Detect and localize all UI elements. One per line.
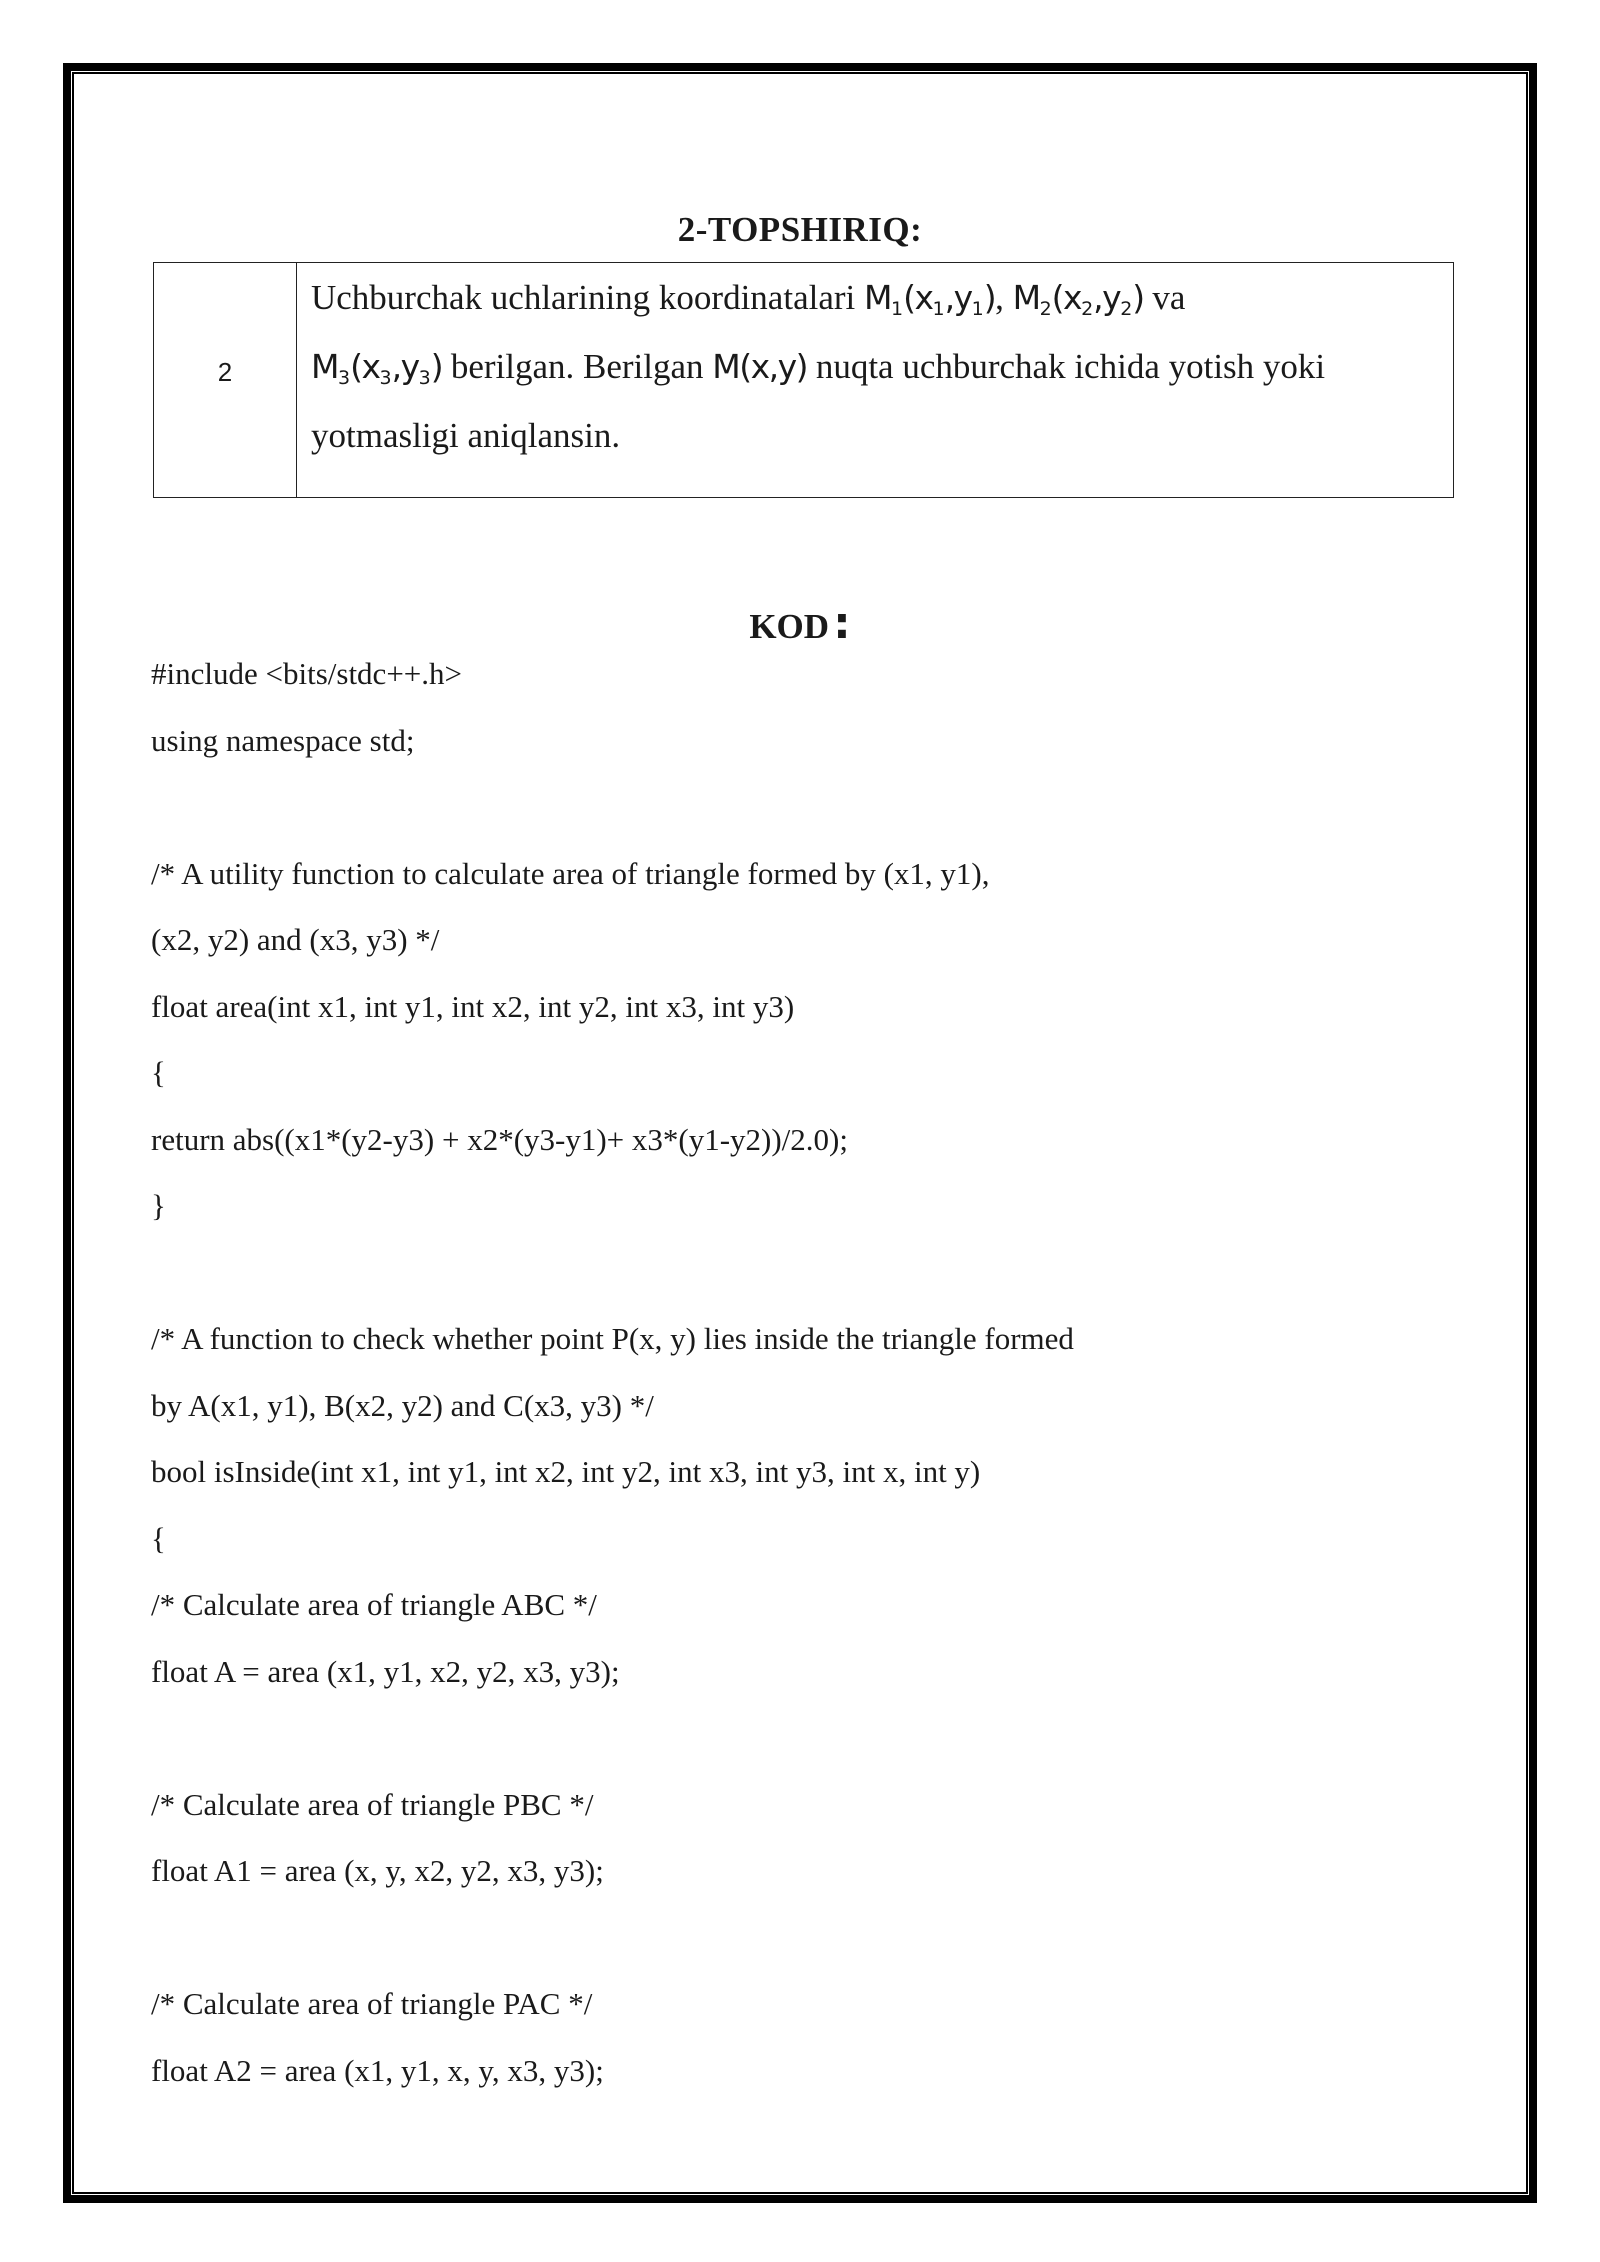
code-line <box>151 779 1451 846</box>
task-text-part-2: berilgan. Berilgan <box>450 347 704 386</box>
code-line: } <box>151 1188 166 1223</box>
code-line: float area(int x1, int y1, int x2, int y2, int x3, int y3) <box>151 988 795 1024</box>
code-line: bool isInside(int x1, int y1, int x2, int y2, int x3, int y3, int x, int y) <box>151 1454 981 1489</box>
task-text-va: va <box>1152 278 1186 317</box>
code-line <box>151 1910 1451 1977</box>
code-line: { <box>151 1055 166 1090</box>
point-m3: $M_3(x_3,y_3)$ <box>311 347 443 389</box>
code-heading-label: KOD <box>749 607 830 646</box>
code-line: /* A utility function to calculate area of triangle formed by (x1, y1), <box>151 855 990 891</box>
code-line: /* A function to check whether point P(x, y) lies inside the triangle formed <box>151 1321 1074 1356</box>
code-block <box>151 646 1451 2109</box>
code-line: by A(x1, y1), B(x2, y2) and C(x3, y3) */ <box>151 1387 654 1423</box>
point-m: M(x,y) <box>712 347 808 386</box>
point-m1: $M_1(x_1,y_1)$ <box>864 278 996 320</box>
code-heading-colon: : <box>833 598 851 649</box>
point-m2: $M_2(x_2,y_2)$ <box>1012 278 1144 320</box>
code-line: #include <bits/stdc++.h> <box>151 656 463 691</box>
code-line <box>151 1245 1451 1312</box>
code-line: /* Calculate area of triangle ABC */ <box>151 1587 597 1622</box>
code-line: using namespace std; <box>151 722 415 758</box>
code-line: return abs((x1*(y2-y3) + x2*(y3-y1)+ x3*(y1-y2))/2.0); <box>151 1121 848 1157</box>
task-number: 2 <box>154 263 297 497</box>
code-line: (x2, y2) and (x3, y3) */ <box>151 922 440 957</box>
task-description: Uchburchak uchlarining koordinatalari $M_1(x_1,y_1)$, $M_2(x_2,y_2)$ va $M_3(x_3,y_3)$ berilgan. Berilgan M(x,y) nuqta uchburchak ichida yotish yoki yotmasligi aniqlansin. <box>311 278 1326 455</box>
code-line: /* Calculate area of triangle PBC */ <box>151 1786 594 1822</box>
task-text-part-1: Uchburchak uchlarining koordinatalari <box>311 278 856 317</box>
code-heading <box>0 598 1600 649</box>
task-table <box>153 262 1454 498</box>
page-title: 2-TOPSHIRIQ: <box>677 210 923 249</box>
code-line: /* Calculate area of triangle PAC */ <box>151 1986 593 2021</box>
code-line: float A1 = area (x, y, x2, y2, x3, y3); <box>151 1853 604 1888</box>
code-line: { <box>151 1520 166 1556</box>
task-text-part-3: nuqta uchburchak ichida yotish yoki yotmasligi aniqlansin. <box>311 347 1326 455</box>
code-line: float A = area (x1, y1, x2, y2, x3, y3); <box>151 1653 620 1689</box>
code-line: float A2 = area (x1, y1, x, y, x3, y3); <box>151 2052 604 2088</box>
code-line <box>151 1710 1451 1777</box>
